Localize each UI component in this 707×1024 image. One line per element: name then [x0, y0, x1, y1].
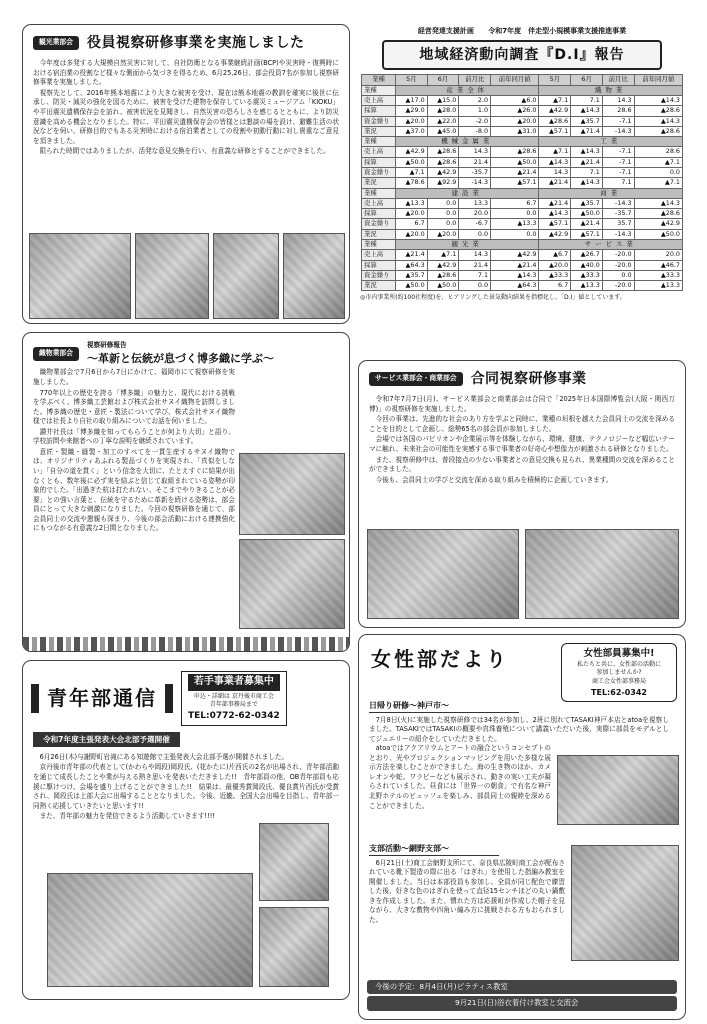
di-cell: ▲92.9 [427, 178, 459, 188]
di-cell: ▲45.0 [427, 126, 459, 136]
di-cell: ▲71.4 [571, 126, 603, 136]
youth-recruit-line: 申込・詳細は [193, 692, 230, 700]
di-industry-right: サービス業 [539, 239, 683, 249]
textile-header [23, 333, 349, 368]
textile-title-block [87, 341, 274, 366]
hakata-ori-pattern [23, 637, 349, 651]
textile-paragraph: 織物業部会で7月6日から7日にかけて、福岡市にて視察研修を実施しました。 [33, 368, 235, 387]
expo-photo-group-2 [525, 529, 679, 619]
di-section-label: 業種 [362, 137, 396, 147]
di-col-header: 6月 [571, 75, 603, 85]
di-cell: ▲20.0 [396, 209, 428, 219]
di-cell: 6.7 [539, 281, 571, 291]
expo-photo-group-1 [367, 529, 519, 619]
di-cell: ▲28.6 [427, 157, 459, 167]
di-cell: ▲20.0 [491, 116, 539, 126]
di-cell: 0.0 [634, 167, 682, 177]
di-cell: 0.0 [427, 198, 459, 208]
di-cell: -7.1 [602, 167, 634, 177]
women-plan-2: 9月21日(日)浴衣着付け教室と交流会 [367, 996, 677, 1011]
women-plan-1: 今後の予定：8月4日(月)ピラティス教室 [367, 980, 677, 995]
di-cell: ▲7.1 [539, 96, 571, 106]
service-paragraph: 今後も、会員同士の学びと交流を深める取り組みを積極的に企画していきます。 [375, 475, 613, 484]
di-cell: ▲21.4 [571, 157, 603, 167]
service-header [359, 361, 685, 395]
service-paragraph: 会場では各国のパビリオンや企業展示等を体験しながら、環境、健康、テクノロジーなど幅広いテーマに触れ、未来社会の可能性を実感する事で事業者の好奇心や想像力が刺激される研修となりました。 [369, 435, 675, 454]
di-cell: ▲14.3 [571, 147, 603, 157]
di-cell: ▲20.0 [539, 260, 571, 270]
di-cell: ▲28.6 [427, 147, 459, 157]
di-cell: 21.4 [459, 260, 491, 270]
di-table-row [362, 198, 683, 208]
di-row-label: 採算 [362, 260, 396, 270]
di-table-row [362, 157, 683, 167]
di-cell: 20.0 [459, 209, 491, 219]
tourism-photo-group [213, 233, 279, 319]
di-industry-right: 織物業 [539, 85, 683, 95]
tourism-title: 役員視察研修事業を実施しました [86, 35, 305, 51]
di-report-section [358, 24, 686, 354]
youth-title: 青年部通信 [31, 684, 173, 713]
di-cell: ▲28.6 [634, 106, 682, 116]
women-title: 女性部だより [371, 647, 509, 671]
youth-photo-speaker [259, 823, 329, 901]
di-cell: ▲57.1 [539, 126, 571, 136]
di-col-header: 5月 [539, 75, 571, 85]
di-cell: ▲21.4 [491, 167, 539, 177]
tourism-body [23, 59, 349, 156]
di-cell: ▲57.1 [571, 229, 603, 239]
women-plans [359, 980, 685, 1011]
di-cell: 13.3 [459, 198, 491, 208]
women-recruit-title: 女性部員募集中! [583, 648, 655, 659]
di-cell: ▲14.3 [491, 270, 539, 280]
youth-photo-award [259, 907, 329, 987]
di-cell: ▲50.0 [396, 281, 428, 291]
di-row-label: 資金繰り [362, 167, 396, 177]
textile-body [23, 368, 245, 533]
di-row-label: 資金繰り [362, 116, 396, 126]
di-cell: ▲7.1 [634, 178, 682, 188]
di-table-row [362, 106, 683, 116]
di-cell: ▲14.3 [571, 106, 603, 116]
women-photo-kobe [557, 755, 679, 825]
di-row-label: 業況 [362, 229, 396, 239]
di-cell: -35.7 [459, 167, 491, 177]
di-cell: ▲31.0 [491, 126, 539, 136]
youth-recruit-title: 若手事業者募集中 [188, 674, 280, 691]
di-col-header: 前年同月値 [491, 75, 539, 85]
di-cell: ▲26.0 [491, 106, 539, 116]
di-row-label: 売上高 [362, 198, 396, 208]
youth-section [22, 660, 350, 1000]
di-cell: 0.0 [459, 229, 491, 239]
di-cell: 7.1 [571, 167, 603, 177]
youth-photo-group [47, 873, 253, 987]
di-cell: ▲13.3 [396, 198, 428, 208]
di-cell: ▲20.0 [427, 229, 459, 239]
di-cell: ▲28.0 [427, 106, 459, 116]
di-section-row [362, 85, 683, 95]
women-photo-knitting [571, 845, 679, 961]
women-recruit-line: 参加しませんか? [596, 669, 642, 677]
di-cell: 0.0 [427, 219, 459, 229]
di-cell: 6.7 [396, 219, 428, 229]
service-paragraph: また、視察研修中は、普段接点の少ない事業者との意見交換も見られ、異業種間の交流を深めることができました。 [369, 455, 675, 474]
di-cell: ▲7.1 [396, 167, 428, 177]
di-table-row [362, 281, 683, 291]
di-cell: ▲50.0 [571, 209, 603, 219]
tourism-header [23, 25, 349, 59]
di-cell: 14.3 [602, 96, 634, 106]
di-header-row [362, 75, 683, 85]
di-row-label: 売上高 [362, 96, 396, 106]
di-cell: ▲33.3 [539, 270, 571, 280]
di-cell: ▲6.0 [491, 96, 539, 106]
di-section-row [362, 137, 683, 147]
tourism-section [22, 24, 350, 324]
di-col-header: 5月 [396, 75, 428, 85]
service-title: 合同視察研修事業 [470, 371, 587, 387]
di-cell: ▲42.9 [427, 167, 459, 177]
service-paragraph: 令和7年7月7日(月)、サービス業部会と商業部会は合同で「2025年日本国際博覧会(大阪・関西万博)」の視察研修を実施しました。 [369, 395, 675, 413]
di-note: ◎市内事業所(約100社程度)を、ヒアリングした景気動向結果を指標化し、「D.I」値としています。 [360, 294, 626, 302]
di-cell: ▲7.1 [634, 157, 682, 167]
youth-paragraph: 京丹後市青年部の代表として(かわらや岡段)岡段氏、(花かたに)片西氏の2名が出場され、青年部活動を通じて成長したことや業が与える熱き思いを発表いただきました!! 青年部員の他、OB青年部員も応援に駆けつけ、会場を盛り上げることができました!! 結果は、最優秀賞岡段氏、優良賞片西氏が受賞され、岡段氏は上部大会に出場することとなりました。今後、近畿、全国大会出場を目指し、青年部一同熱く応援していきたいと思います!! [33, 763, 339, 810]
di-cell: 14.3 [539, 167, 571, 177]
di-table-row [362, 96, 683, 106]
di-col-header: 6月 [427, 75, 459, 85]
di-cell: ▲21.4 [396, 250, 428, 260]
di-table-row [362, 219, 683, 229]
youth-paragraph: 6月26日(木)与謝野町岩滝にある知遊館で主張発表大会北部予選が開催されました。 [39, 752, 289, 761]
di-row-label: 採算 [362, 157, 396, 167]
di-header-left: 経営発達支援計画 [417, 27, 474, 35]
di-cell: ▲50.0 [634, 229, 682, 239]
di-cell: -7.1 [602, 147, 634, 157]
di-cell: -14.3 [459, 178, 491, 188]
di-cell: ▲33.3 [634, 270, 682, 280]
di-title: 地域経済動向調査『D.I』報告 [382, 40, 662, 70]
di-table-row [362, 126, 683, 136]
di-cell: ▲14.3 [634, 96, 682, 106]
di-row-label: 業況 [362, 281, 396, 291]
di-table-row [362, 229, 683, 239]
di-cell: ▲46.7 [634, 260, 682, 270]
di-cell: ▲7.1 [427, 250, 459, 260]
di-row-label: 採算 [362, 106, 396, 116]
di-table-row [362, 209, 683, 219]
di-cell: 0.0 [491, 229, 539, 239]
di-cell: ▲50.0 [427, 281, 459, 291]
textile-photo-group [239, 539, 345, 629]
textile-photo-lecture [239, 453, 345, 535]
di-cell: ▲17.0 [396, 96, 428, 106]
women-section-2 [369, 843, 565, 925]
women-paragraph: atoaではアクアリウムとアートの融合というコンセプトのとおり、光やプロジェクションマッピングを用いた多様な展示方法を楽しむことができました。海の生き物のほか、カメレオンや蛇、ワラビーなども展示され、動きの実い工夫が凝らされていました。昼食には「世界一の朝食」で有名な神戸北野ホテルのビュッフェを楽しみ、部員同士の親睦を深めることができました。 [369, 744, 551, 810]
di-cell: 14.3 [459, 250, 491, 260]
di-cell: ▲29.0 [396, 106, 428, 116]
di-row-label: 業況 [362, 178, 396, 188]
di-cell: ▲20.0 [396, 116, 428, 126]
di-cell: ▲57.1 [491, 178, 539, 188]
di-col-header: 業種 [362, 75, 396, 85]
di-row-label: 業況 [362, 126, 396, 136]
women-recruit-line: 商工会女性部事務局 [591, 678, 646, 686]
di-cell: ▲37.0 [396, 126, 428, 136]
women-section-1-title: 日帰り研修～神戸市～ [369, 700, 519, 713]
di-table-row [362, 250, 683, 260]
women-section-2-title: 支部活動～網野支部～ [369, 843, 499, 856]
di-cell: 1.0 [459, 106, 491, 116]
di-row-label: 資金繰り [362, 270, 396, 280]
women-paragraph: 6月21日(土)商工会網野支所にて、奈良県広陵町商工会が配布されている靴下製造の際に出る「はぎれ」を使用した指編み教室を開催しました。当日は本部役員も参加し、全員が同じ配色で練習した後、好きな色のはぎれを使って直径15センチほどの丸い鍋敷きを作成しました。また、慣れた方は応援町が作成した帽子を見ながら、大きな敷物や四角い編み方に挑戦される方もおられました。 [369, 858, 565, 924]
youth-paragraph: また、青年部の魅力を発信できるよう活動していきます!!!! [39, 812, 216, 821]
youth-recruit-line: 青年部事務局まで [209, 701, 258, 709]
di-table-row [362, 270, 683, 280]
di-table-row [362, 178, 683, 188]
di-cell: ▲20.0 [396, 229, 428, 239]
di-cell: ▲42.9 [634, 219, 682, 229]
di-cell: ▲21.4 [571, 219, 603, 229]
di-table-row [362, 260, 683, 270]
di-cell: ▲42.9 [427, 260, 459, 270]
di-col-header: 前月比 [602, 75, 634, 85]
di-cell: 7.1 [459, 270, 491, 280]
di-industry-right: 工業 [539, 137, 683, 147]
di-header-right: 令和7年度 伴走型小規模事業支援推進事業 [488, 27, 627, 35]
di-cell: ▲13.3 [634, 281, 682, 291]
service-paragraph: 今回の事業は、先進的な社会のあり方を学ぶと同時に、業種の垣根を越えた会員同士の交流を深めることを目的として企画し、総勢65名の部会員が参加しました。 [369, 415, 675, 433]
youth-recruit-box [181, 671, 287, 726]
youth-body [23, 753, 349, 822]
di-cell: ▲50.0 [396, 157, 428, 167]
di-table-row [362, 167, 683, 177]
di-section-row [362, 239, 683, 249]
youth-header [23, 661, 349, 730]
di-cell: 28.6 [602, 106, 634, 116]
di-section-label: 業種 [362, 239, 396, 249]
di-industry-left: 産業全体 [396, 85, 539, 95]
di-cell: ▲28.6 [491, 147, 539, 157]
di-cell: ▲13.3 [571, 281, 603, 291]
di-table-row [362, 147, 683, 157]
tourism-photo-museum [135, 233, 209, 319]
di-cell: ▲13.3 [491, 219, 539, 229]
di-cell: ▲42.9 [539, 106, 571, 116]
di-cell: 21.4 [459, 157, 491, 167]
di-cell: ▲28.6 [539, 116, 571, 126]
di-cell: ▲14.3 [539, 157, 571, 167]
di-cell: -14.3 [602, 229, 634, 239]
di-cell: -14.3 [602, 198, 634, 208]
di-cell: 2.0 [459, 96, 491, 106]
di-cell: ▲14.3 [571, 178, 603, 188]
di-cell: -7.1 [602, 116, 634, 126]
di-cell: ▲14.3 [539, 209, 571, 219]
di-cell: -14.3 [602, 126, 634, 136]
di-cell: 6.7 [491, 198, 539, 208]
di-industry-right: 商業 [539, 188, 683, 198]
di-cell: 0.0 [459, 281, 491, 291]
tourism-paragraph: 今年度は多発する大規模自然災害に対して、自社防衛となる事業継続計画(BCP)や災害時・復興時における宿泊業の役割など様々な側面から気づきを得るため、6月25,26日、部会役員7名が参加し視察研修事業を実施しました。 [33, 59, 339, 87]
di-cell: -35.7 [602, 209, 634, 219]
textile-tag: 織物業部会 [33, 347, 79, 361]
di-cell: 0.0 [602, 270, 634, 280]
di-cell: ▲64.3 [396, 260, 428, 270]
di-section-label: 業種 [362, 85, 396, 95]
di-col-header: 前年同月値 [634, 75, 682, 85]
di-cell: ▲35.7 [571, 116, 603, 126]
di-cell: ▲22.0 [427, 116, 459, 126]
di-cell: ▲21.4 [539, 198, 571, 208]
textile-paragraph: 意匠・製織・縫製・加工のすべてを一貫生産するサヌイ織物では、オリジナリティあふれる製品づくりを実現され、「真似をしない」「自分の道を貫く」という信念を大切に、たとえすぐに結果が出なくとも、数年後に必ず実を結ぶと信じて取組まれている姿勢が印象的でした。「出過ぎた杭は打たれない、そこまでやりきることが必要」との強い言葉と、伝統を守るために革新を続ける姿勢は、部会員にとって大きな刺激になりました。今回の視察研修を通じて、部会員同士の交流や懇親も深まり、今後の部会活動における連携強化にもつながる有意義な2日間となりました。 [33, 447, 235, 533]
service-commerce-section [358, 360, 686, 628]
di-header [358, 24, 686, 38]
di-cell: ▲21.4 [539, 178, 571, 188]
di-row-label: 売上高 [362, 147, 396, 157]
youth-recruit-line: 京丹後市商工会 [231, 692, 274, 700]
di-cell: 7.1 [602, 178, 634, 188]
di-cell: ▲26.7 [571, 250, 603, 260]
di-cell: ▲21.4 [491, 260, 539, 270]
women-recruit-tel: TEL:62-0342 [591, 687, 647, 697]
di-cell: ▲35.7 [571, 198, 603, 208]
di-cell: ▲50.0 [491, 157, 539, 167]
textile-title: ～革新と伝統が息づく博多織に学ぶ～ [86, 351, 274, 365]
service-tag: サービス業部会・商業部会 [369, 372, 463, 386]
di-cell: -8.0 [459, 126, 491, 136]
di-cell: 35.7 [602, 219, 634, 229]
di-row-label: 採算 [362, 209, 396, 219]
di-cell: ▲78.6 [396, 178, 428, 188]
textile-paragraph: 讃井社長は「博多織を知ってもらうことが何より大切」と語り、学校訪問や来館者への丁寧な説明を継続されています。 [33, 427, 235, 446]
di-cell: 20.0 [634, 250, 682, 260]
textile-paragraph: 770年以上の歴史を誇る「博多織」の魅力と、現代における挑戦を学ぶべく、博多織工芸館および株式会社サヌイ織物を訪問しました。博多織の歴史・意匠・製法について学び、株式会社サヌイ織物様では社長より自社の取り組みについてお話を伺いました。 [33, 388, 235, 426]
di-cell: -20.0 [602, 260, 634, 270]
di-cell: ▲42.9 [491, 250, 539, 260]
di-industry-left: 観光業 [396, 239, 539, 249]
di-section-label: 業種 [362, 188, 396, 198]
di-cell: ▲28.6 [634, 209, 682, 219]
di-cell: -2.0 [459, 116, 491, 126]
tourism-tag: 観光業部会 [33, 36, 79, 50]
di-cell: ▲64.3 [491, 281, 539, 291]
di-cell: ▲33.3 [571, 270, 603, 280]
women-recruit-box [561, 643, 677, 702]
di-cell: -7.1 [602, 157, 634, 167]
di-cell: ▲40.0 [571, 260, 603, 270]
di-cell: -6.7 [459, 219, 491, 229]
textile-section [22, 332, 350, 652]
di-cell: ▲6.7 [539, 250, 571, 260]
di-cell: 28.6 [634, 147, 682, 157]
di-cell: ▲7.1 [539, 147, 571, 157]
textile-subtitle: 視察研修報告 [86, 341, 127, 349]
di-cell: ▲28.6 [634, 126, 682, 136]
di-cell: 14.3 [459, 147, 491, 157]
women-paragraph: 7月8日(火)に実施した視察研修では34名が参加し、2班に別れてTASAKI神戸本店とatoaを視察しました。TASAKIではTASAKIの概要や真珠養殖について講義いただいた後、実際に部員をモデルとしてジュエリーの紹介をしていただきました。 [369, 715, 669, 743]
di-cell: ▲57.1 [539, 219, 571, 229]
di-cell: -20.0 [602, 250, 634, 260]
tourism-photo-meeting [29, 233, 131, 319]
youth-recruit-tel: TEL:0772-62-0342 [188, 710, 280, 721]
di-cell: ▲42.9 [539, 229, 571, 239]
di-cell: ▲42.9 [396, 147, 428, 157]
service-body [359, 395, 685, 485]
tourism-paragraph: 視察先として、2016年熊本地震により大きな被害を受け、現在は熊本地震の教訓を確実に後世に伝承し、防災・減災の強化を図るために、被害を受けた建物を保存している震災ミュージアム「KIOKU」や平田震災遺構保存会を訪れ、被害状況を見聞きし、自然災害の恐ろしさを感じるとともに、より防災意識を高める機会となりました。特に、平田震災遺構保存会の皆様とは懇談の場を設け、避難生活の状況などを伺い、研修目的でもある災害時における宿泊業者としての役割や初動行動に対し貴重なご意見を頂きました。 [33, 88, 339, 145]
di-industry-left: 機械金属業 [396, 137, 539, 147]
di-row-label: 売上高 [362, 250, 396, 260]
di-cell: ▲35.7 [396, 270, 428, 280]
di-table-row [362, 116, 683, 126]
di-cell: 7.1 [571, 96, 603, 106]
di-cell: ▲14.3 [634, 116, 682, 126]
tourism-paragraph: 限られた時間ではありましたが、活発な意見交換を行い、有意義な研修とすることができました。 [39, 147, 330, 156]
di-cell: ▲28.6 [427, 270, 459, 280]
di-table [361, 74, 683, 291]
di-industry-left: 建設業 [396, 188, 539, 198]
di-col-header: 前月比 [459, 75, 491, 85]
women-recruit-line: 私たちと共に、女性部の活動に [576, 660, 661, 668]
di-row-label: 資金繰り [362, 219, 396, 229]
di-section-row [362, 188, 683, 198]
di-cell: 0.0 [491, 209, 539, 219]
tourism-photo-site [283, 233, 345, 319]
youth-banner: 令和7年度主張発表大会北部予選開催 [33, 732, 180, 747]
di-cell: 0.0 [427, 209, 459, 219]
di-cell: ▲14.3 [634, 198, 682, 208]
di-cell: ▲15.0 [427, 96, 459, 106]
di-cell: -20.0 [602, 281, 634, 291]
women-section [358, 634, 686, 1020]
